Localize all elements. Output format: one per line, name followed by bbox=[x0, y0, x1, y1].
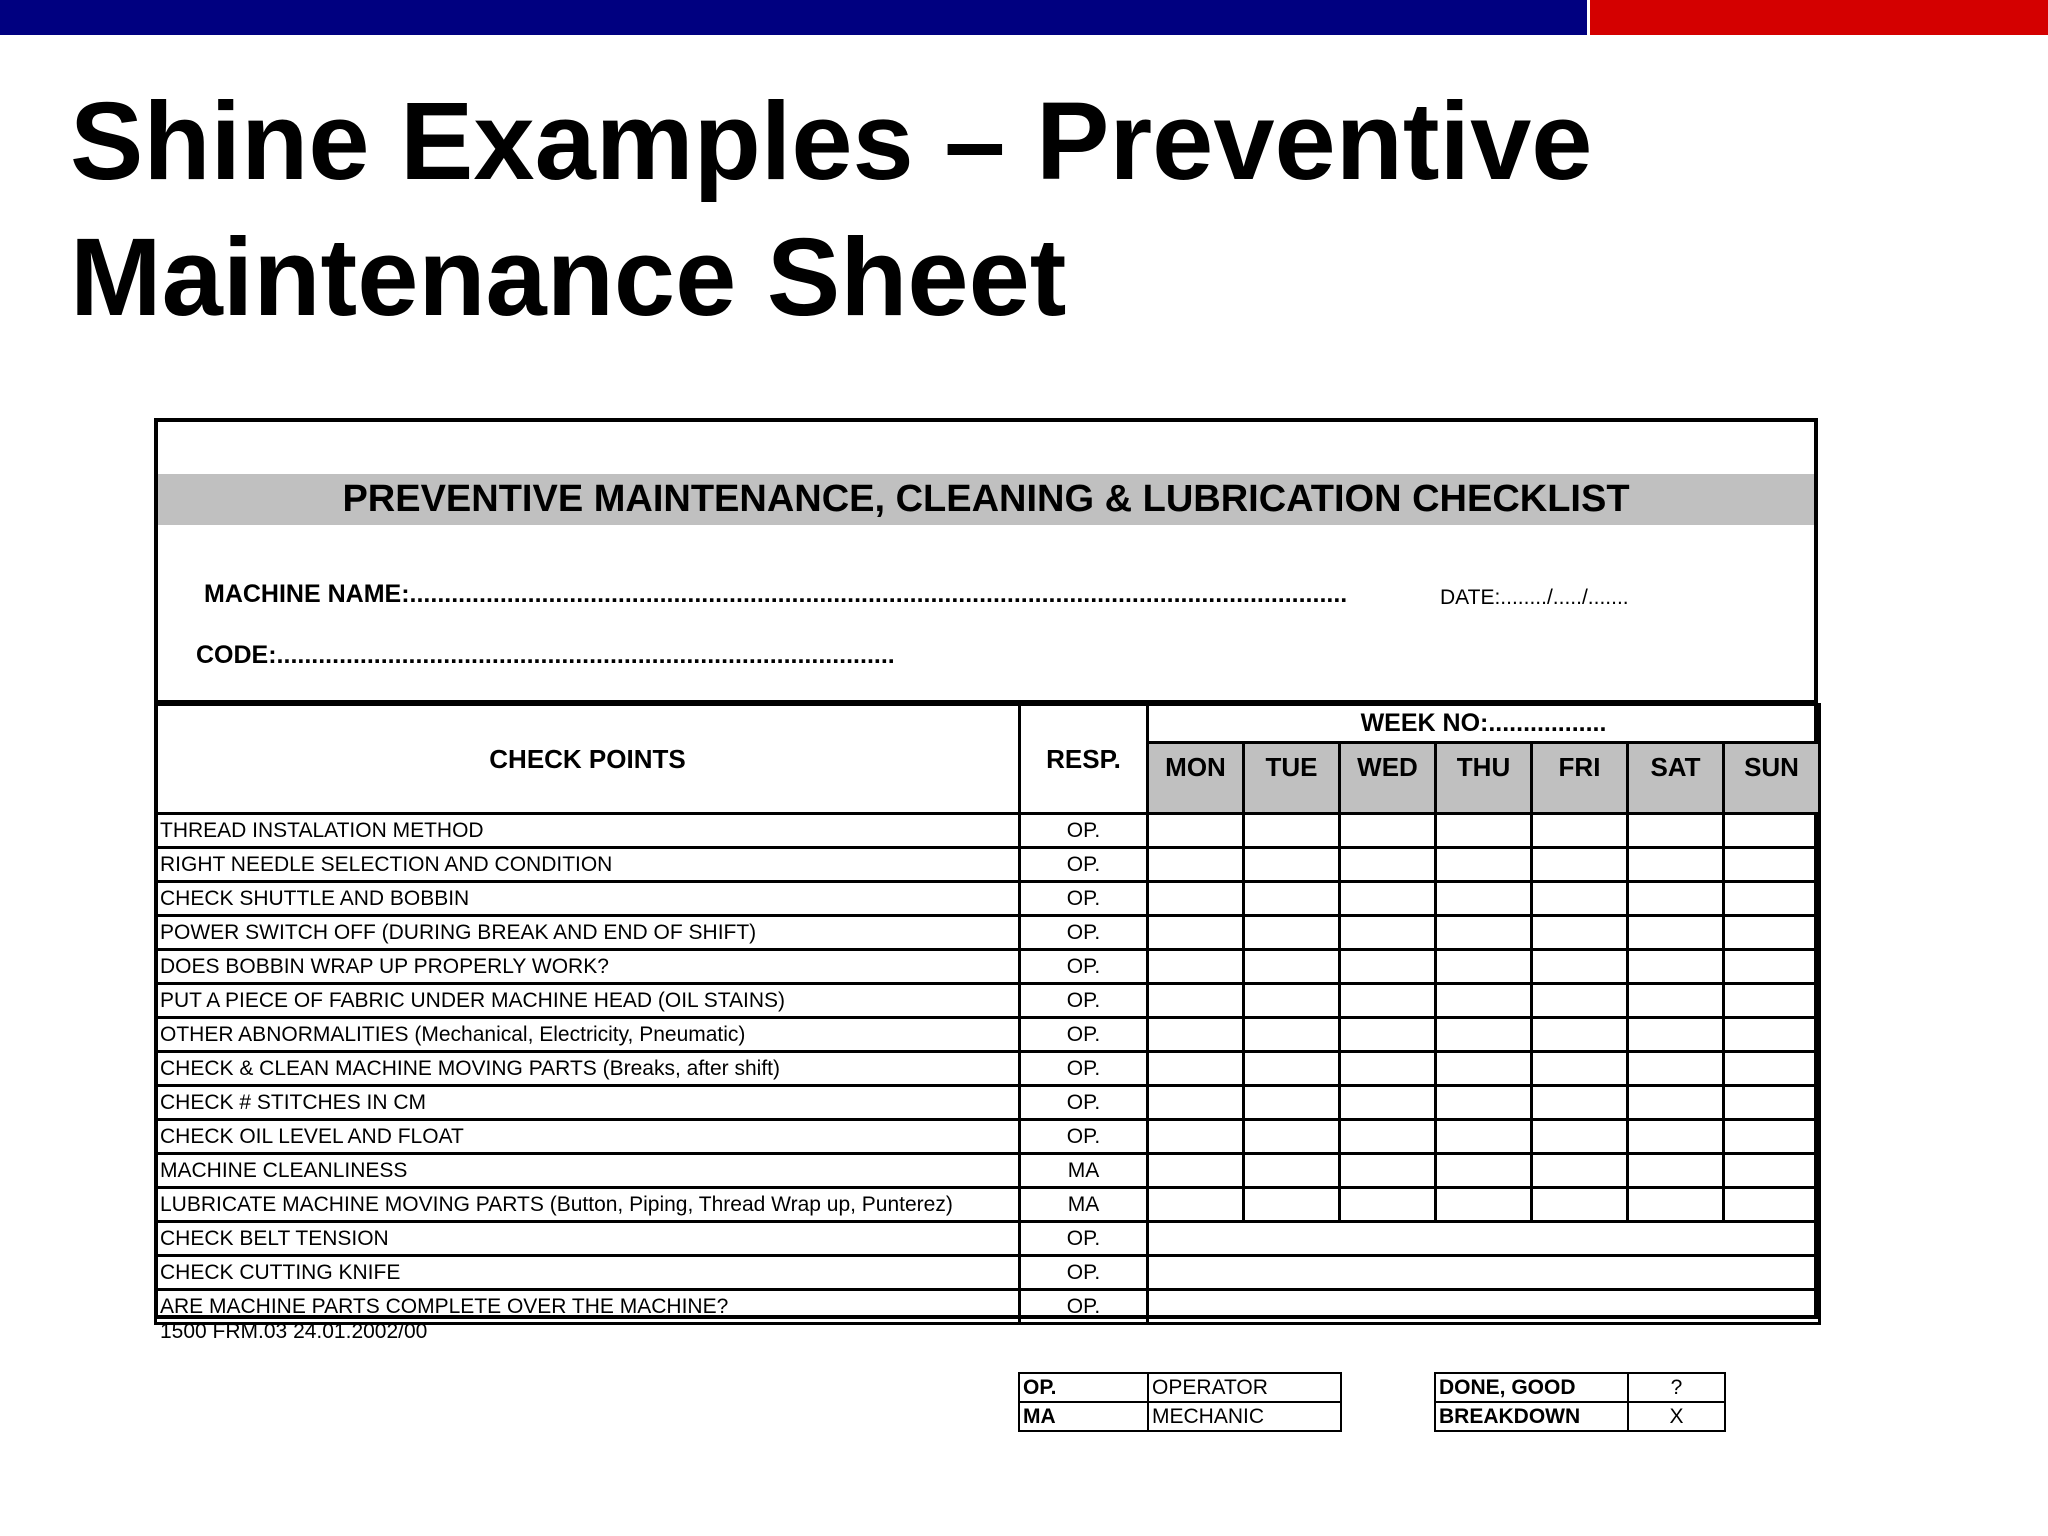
table-row bbox=[156, 916, 1820, 950]
check-box-fri[interactable] bbox=[1532, 1188, 1628, 1222]
resp-cell: OP. bbox=[1020, 814, 1148, 848]
responsibility-legend bbox=[1018, 1372, 1342, 1432]
check-box-sat[interactable] bbox=[1628, 882, 1724, 916]
check-box-thu[interactable] bbox=[1436, 1052, 1532, 1086]
check-point-cell: CHECK OIL LEVEL AND FLOAT bbox=[156, 1120, 1020, 1154]
form-code: 1500 FRM.03 24.01.2002/00 bbox=[160, 1320, 428, 1343]
check-point-cell: THREAD INSTALATION METHOD bbox=[156, 814, 1020, 848]
check-box-sat[interactable] bbox=[1628, 1120, 1724, 1154]
check-box-wed[interactable] bbox=[1340, 1188, 1436, 1222]
check-box-fri[interactable] bbox=[1532, 1120, 1628, 1154]
table-row bbox=[156, 1154, 1820, 1188]
check-box-wed[interactable] bbox=[1340, 814, 1436, 848]
check-point-cell: CHECK SHUTTLE AND BOBBIN bbox=[156, 882, 1020, 916]
legend-status-label: BREAKDOWN bbox=[1435, 1402, 1628, 1431]
check-box-fri[interactable] bbox=[1532, 1018, 1628, 1052]
legend-row bbox=[1435, 1373, 1725, 1402]
week-merged-cell[interactable] bbox=[1148, 1256, 1820, 1290]
check-box-tue[interactable] bbox=[1244, 1052, 1340, 1086]
check-point-cell: CHECK # STITCHES IN CM bbox=[156, 1086, 1020, 1120]
check-point-cell: RIGHT NEEDLE SELECTION AND CONDITION bbox=[156, 848, 1020, 882]
top-bar-red bbox=[1590, 0, 2048, 35]
check-box-mon[interactable] bbox=[1148, 1154, 1244, 1188]
resp-cell: OP. bbox=[1020, 1018, 1148, 1052]
check-box-sun[interactable] bbox=[1724, 984, 1820, 1018]
check-box-wed[interactable] bbox=[1340, 916, 1436, 950]
check-box-thu[interactable] bbox=[1436, 916, 1532, 950]
top-color-bar bbox=[0, 0, 2048, 35]
week-merged-cell[interactable] bbox=[1148, 1290, 1820, 1324]
check-point-cell: OTHER ABNORMALITIES (Mechanical, Electricity, Pneumatic) bbox=[156, 1018, 1020, 1052]
check-box-fri[interactable] bbox=[1532, 882, 1628, 916]
check-box-mon[interactable] bbox=[1148, 1086, 1244, 1120]
resp-cell: OP. bbox=[1020, 1256, 1148, 1290]
check-box-mon[interactable] bbox=[1148, 1052, 1244, 1086]
check-box-wed[interactable] bbox=[1340, 1086, 1436, 1120]
legend-meaning: OPERATOR bbox=[1148, 1373, 1341, 1402]
table-row bbox=[156, 814, 1820, 848]
check-box-thu[interactable] bbox=[1436, 814, 1532, 848]
resp-cell: OP. bbox=[1020, 1086, 1148, 1120]
check-box-tue[interactable] bbox=[1244, 882, 1340, 916]
check-box-sun[interactable] bbox=[1724, 882, 1820, 916]
legend-row bbox=[1435, 1402, 1725, 1431]
resp-cell: OP. bbox=[1020, 916, 1148, 950]
check-box-sat[interactable] bbox=[1628, 950, 1724, 984]
table-row bbox=[156, 882, 1820, 916]
check-box-mon[interactable] bbox=[1148, 1188, 1244, 1222]
resp-cell: MA bbox=[1020, 1154, 1148, 1188]
check-box-tue[interactable] bbox=[1244, 848, 1340, 882]
check-box-mon[interactable] bbox=[1148, 848, 1244, 882]
check-box-thu[interactable] bbox=[1436, 1154, 1532, 1188]
check-box-sat[interactable] bbox=[1628, 814, 1724, 848]
check-box-tue[interactable] bbox=[1244, 1018, 1340, 1052]
check-box-mon[interactable] bbox=[1148, 1018, 1244, 1052]
resp-cell: OP. bbox=[1020, 1222, 1148, 1256]
check-box-fri[interactable] bbox=[1532, 984, 1628, 1018]
check-box-sun[interactable] bbox=[1724, 950, 1820, 984]
check-box-sun[interactable] bbox=[1724, 848, 1820, 882]
resp-cell: OP. bbox=[1020, 984, 1148, 1018]
week-merged-cell[interactable] bbox=[1148, 1222, 1820, 1256]
table-row bbox=[156, 1256, 1820, 1290]
resp-cell: OP. bbox=[1020, 1290, 1148, 1324]
check-box-mon[interactable] bbox=[1148, 814, 1244, 848]
resp-cell: MA bbox=[1020, 1188, 1148, 1222]
check-box-thu[interactable] bbox=[1436, 1018, 1532, 1052]
check-box-mon[interactable] bbox=[1148, 916, 1244, 950]
legend-status-label: DONE, GOOD bbox=[1435, 1373, 1628, 1402]
check-box-sat[interactable] bbox=[1628, 1018, 1724, 1052]
resp-cell: OP. bbox=[1020, 848, 1148, 882]
check-box-sat[interactable] bbox=[1628, 1188, 1724, 1222]
check-box-sun[interactable] bbox=[1724, 1188, 1820, 1222]
check-box-sun[interactable] bbox=[1724, 1120, 1820, 1154]
check-box-wed[interactable] bbox=[1340, 950, 1436, 984]
day-header-sat: SAT bbox=[1628, 743, 1724, 814]
check-box-sat[interactable] bbox=[1628, 848, 1724, 882]
checklist-title: PREVENTIVE MAINTENANCE, CLEANING & LUBRICATION CHECKLIST bbox=[158, 474, 1814, 525]
check-box-thu[interactable] bbox=[1436, 1086, 1532, 1120]
check-point-cell: CHECK CUTTING KNIFE bbox=[156, 1256, 1020, 1290]
check-box-mon[interactable] bbox=[1148, 950, 1244, 984]
table-row bbox=[156, 1188, 1820, 1222]
table-row bbox=[156, 950, 1820, 984]
machine-name-field: MACHINE NAME:....................................................................................................................................... bbox=[204, 580, 1348, 608]
check-box-wed[interactable] bbox=[1340, 984, 1436, 1018]
check-box-thu[interactable] bbox=[1436, 950, 1532, 984]
check-box-sat[interactable] bbox=[1628, 1154, 1724, 1188]
status-legend bbox=[1434, 1372, 1726, 1432]
day-header-sun: SUN bbox=[1724, 743, 1820, 814]
col-header-check-points: CHECK POINTS bbox=[156, 705, 1020, 814]
check-point-cell: CHECK BELT TENSION bbox=[156, 1222, 1020, 1256]
top-bar-blue bbox=[0, 0, 1587, 35]
table-row bbox=[156, 1018, 1820, 1052]
check-box-mon[interactable] bbox=[1148, 882, 1244, 916]
week-no-field: WEEK NO:................. bbox=[1148, 705, 1820, 743]
table-row bbox=[156, 1222, 1820, 1256]
table-row bbox=[156, 1052, 1820, 1086]
check-box-tue[interactable] bbox=[1244, 1120, 1340, 1154]
checklist-table bbox=[154, 703, 1821, 1325]
check-box-wed[interactable] bbox=[1340, 1120, 1436, 1154]
resp-cell: OP. bbox=[1020, 1052, 1148, 1086]
check-point-cell: PUT A PIECE OF FABRIC UNDER MACHINE HEAD (OIL STAINS) bbox=[156, 984, 1020, 1018]
resp-cell: OP. bbox=[1020, 1120, 1148, 1154]
code-field: CODE:......................................................................................... bbox=[196, 641, 895, 669]
check-box-sat[interactable] bbox=[1628, 1086, 1724, 1120]
check-box-fri[interactable] bbox=[1532, 1154, 1628, 1188]
check-box-mon[interactable] bbox=[1148, 984, 1244, 1018]
slide-title-line-1: Shine Examples – Preventive bbox=[70, 80, 1593, 203]
slide-title-line-2: Maintenance Sheet bbox=[70, 216, 1067, 339]
table-row bbox=[156, 848, 1820, 882]
check-box-sun[interactable] bbox=[1724, 916, 1820, 950]
day-header-wed: WED bbox=[1340, 743, 1436, 814]
legend-status-symbol: ? bbox=[1628, 1373, 1725, 1402]
legend-abbr: MA bbox=[1019, 1402, 1148, 1431]
check-box-tue[interactable] bbox=[1244, 916, 1340, 950]
check-box-thu[interactable] bbox=[1436, 882, 1532, 916]
check-box-thu[interactable] bbox=[1436, 1188, 1532, 1222]
day-header-mon: MON bbox=[1148, 743, 1244, 814]
check-point-cell: POWER SWITCH OFF (DURING BREAK AND END OF SHIFT) bbox=[156, 916, 1020, 950]
check-box-tue[interactable] bbox=[1244, 1086, 1340, 1120]
check-box-wed[interactable] bbox=[1340, 882, 1436, 916]
day-header-fri: FRI bbox=[1532, 743, 1628, 814]
check-box-sun[interactable] bbox=[1724, 1018, 1820, 1052]
check-box-fri[interactable] bbox=[1532, 848, 1628, 882]
check-box-tue[interactable] bbox=[1244, 814, 1340, 848]
day-header-thu: THU bbox=[1436, 743, 1532, 814]
check-box-fri[interactable] bbox=[1532, 1086, 1628, 1120]
table-row bbox=[156, 1290, 1820, 1324]
check-box-fri[interactable] bbox=[1532, 1052, 1628, 1086]
check-box-thu[interactable] bbox=[1436, 984, 1532, 1018]
check-point-cell: MACHINE CLEANLINESS bbox=[156, 1154, 1020, 1188]
check-box-sat[interactable] bbox=[1628, 1052, 1724, 1086]
slide-title bbox=[70, 74, 1970, 346]
check-box-fri[interactable] bbox=[1532, 950, 1628, 984]
check-box-sat[interactable] bbox=[1628, 984, 1724, 1018]
resp-cell: OP. bbox=[1020, 882, 1148, 916]
resp-cell: OP. bbox=[1020, 950, 1148, 984]
check-box-fri[interactable] bbox=[1532, 814, 1628, 848]
legend-row bbox=[1019, 1402, 1341, 1431]
check-point-cell: DOES BOBBIN WRAP UP PROPERLY WORK? bbox=[156, 950, 1020, 984]
check-point-cell: ARE MACHINE PARTS COMPLETE OVER THE MACHINE? bbox=[156, 1290, 1020, 1324]
check-box-sun[interactable] bbox=[1724, 814, 1820, 848]
legend-abbr: OP. bbox=[1019, 1373, 1148, 1402]
check-box-wed[interactable] bbox=[1340, 1052, 1436, 1086]
check-box-tue[interactable] bbox=[1244, 984, 1340, 1018]
check-box-tue[interactable] bbox=[1244, 1154, 1340, 1188]
col-header-resp: RESP. bbox=[1020, 705, 1148, 814]
check-box-fri[interactable] bbox=[1532, 916, 1628, 950]
table-row bbox=[156, 984, 1820, 1018]
legend-meaning: MECHANIC bbox=[1148, 1402, 1341, 1431]
check-box-thu[interactable] bbox=[1436, 848, 1532, 882]
table-row bbox=[156, 1086, 1820, 1120]
check-box-sun[interactable] bbox=[1724, 1052, 1820, 1086]
check-box-wed[interactable] bbox=[1340, 1154, 1436, 1188]
check-box-sun[interactable] bbox=[1724, 1154, 1820, 1188]
check-box-tue[interactable] bbox=[1244, 950, 1340, 984]
table-row bbox=[156, 1120, 1820, 1154]
check-box-wed[interactable] bbox=[1340, 1018, 1436, 1052]
check-box-wed[interactable] bbox=[1340, 848, 1436, 882]
check-box-sun[interactable] bbox=[1724, 1086, 1820, 1120]
legend-status-symbol: X bbox=[1628, 1402, 1725, 1431]
check-box-sat[interactable] bbox=[1628, 916, 1724, 950]
check-box-thu[interactable] bbox=[1436, 1120, 1532, 1154]
day-header-tue: TUE bbox=[1244, 743, 1340, 814]
legend-row bbox=[1019, 1373, 1341, 1402]
check-box-tue[interactable] bbox=[1244, 1188, 1340, 1222]
date-field: DATE:......../...../....... bbox=[1440, 586, 1629, 609]
check-box-mon[interactable] bbox=[1148, 1120, 1244, 1154]
check-point-cell: CHECK & CLEAN MACHINE MOVING PARTS (Breaks, after shift) bbox=[156, 1052, 1020, 1086]
check-point-cell: LUBRICATE MACHINE MOVING PARTS (Button, Piping, Thread Wrap up, Punterez) bbox=[156, 1188, 1020, 1222]
